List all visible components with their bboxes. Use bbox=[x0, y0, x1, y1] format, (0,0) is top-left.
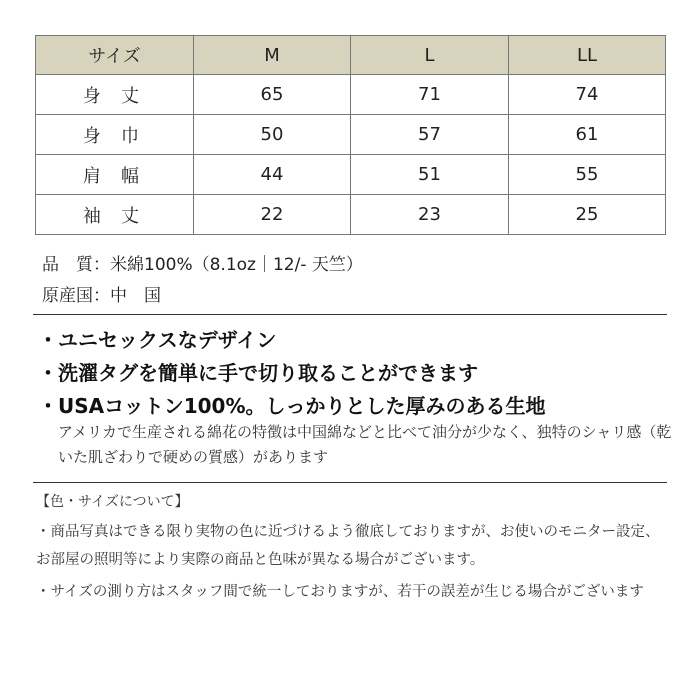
feature-usa-cotton: ・USAコットン100%。しっかりとした厚みのある生地 bbox=[38, 394, 546, 418]
feature-tag-removable: ・洗濯タグを簡単に手で切り取ることができます bbox=[38, 361, 478, 385]
row-label-body-length: 身 丈 bbox=[36, 75, 194, 115]
material-spec bbox=[42, 250, 363, 275]
table-cell: 23 bbox=[351, 195, 509, 235]
table-row bbox=[36, 155, 666, 195]
material-value: 米綿100%（8.1oz｜12/- 天竺） bbox=[110, 255, 363, 275]
table-cell: 57 bbox=[351, 115, 509, 155]
size-table bbox=[35, 35, 666, 235]
row-label-body-width: 身 巾 bbox=[36, 115, 194, 155]
feature-description: アメリカで生産される綿花の特徴は中国綿などと比べて油分が少なく、独特のシャリ感（乾いた肌ざわりで硬めの質感）があります bbox=[58, 423, 672, 466]
table-row bbox=[36, 115, 666, 155]
table-cell: 22 bbox=[194, 195, 351, 235]
table-cell: 61 bbox=[509, 115, 666, 155]
size-table-header bbox=[36, 36, 666, 75]
origin-label: 原産国： bbox=[42, 286, 110, 306]
divider bbox=[33, 482, 667, 483]
table-cell: 55 bbox=[509, 155, 666, 195]
material-label: 品 質： bbox=[42, 255, 110, 275]
table-cell: 74 bbox=[509, 75, 666, 115]
table-cell: 51 bbox=[351, 155, 509, 195]
header-size-label: サイズ bbox=[36, 36, 194, 75]
header-size-l: L bbox=[351, 36, 509, 75]
table-cell: 50 bbox=[194, 115, 351, 155]
notes-heading: 【色・サイズについて】 bbox=[36, 494, 189, 510]
table-cell: 65 bbox=[194, 75, 351, 115]
header-size-ll: LL bbox=[509, 36, 666, 75]
table-cell: 71 bbox=[351, 75, 509, 115]
feature-unisex: ・ユニセックスなデザイン bbox=[38, 328, 277, 352]
note-color: ・商品写真はできる限り実物の色に近づけるよう徹底しておりますが、お使いのモニター設定、お部屋の照明等により実際の商品と色味が異なる場合がございます。 bbox=[36, 524, 660, 568]
table-row bbox=[36, 75, 666, 115]
table-row bbox=[36, 195, 666, 235]
table-cell: 44 bbox=[194, 155, 351, 195]
origin-spec bbox=[42, 281, 161, 306]
row-label-sleeve-length: 袖 丈 bbox=[36, 195, 194, 235]
row-label-shoulder-width: 肩 幅 bbox=[36, 155, 194, 195]
header-size-m: M bbox=[194, 36, 351, 75]
table-cell: 25 bbox=[509, 195, 666, 235]
divider bbox=[33, 314, 667, 315]
origin-value: 中 国 bbox=[110, 286, 161, 306]
note-size: ・サイズの測り方はスタッフ間で統一しておりますが、若干の誤差が生じる場合がございます bbox=[36, 584, 644, 600]
